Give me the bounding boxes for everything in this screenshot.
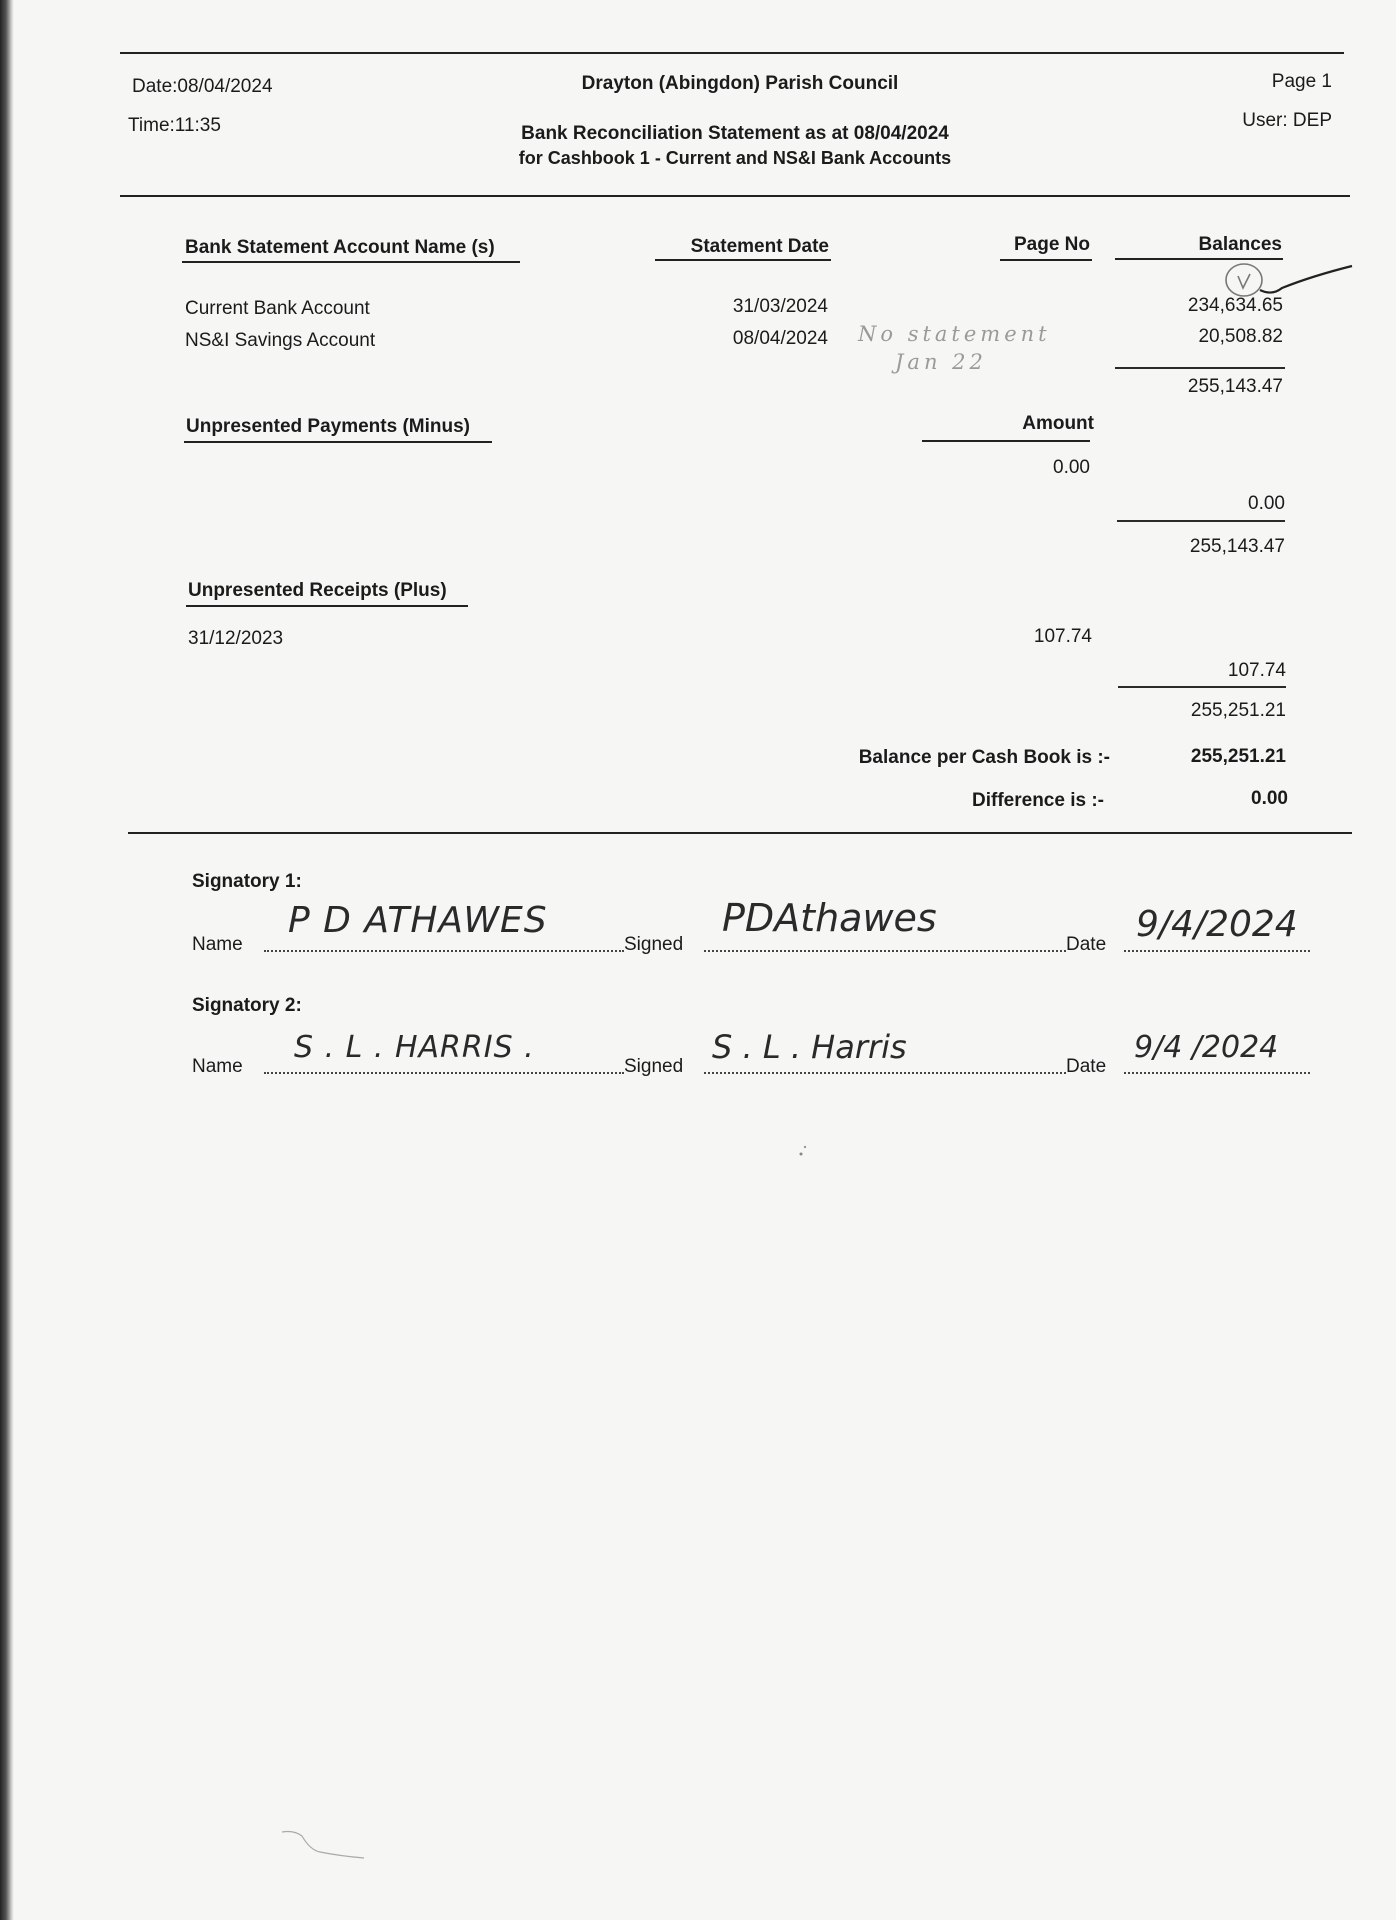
unpresented-receipts-underline — [186, 605, 468, 607]
account-row-1-name: Current Bank Account — [185, 298, 370, 319]
signatory-2-date-label: Date — [1066, 1056, 1107, 1077]
signatory-1-date-line — [1124, 950, 1310, 952]
amount-underline — [922, 440, 1090, 442]
balance-after-receipts: 255,251.21 — [1190, 700, 1286, 721]
col-account-underline — [182, 261, 520, 263]
signatory-2-signed-label: Signed — [624, 1056, 684, 1077]
col-page-heading: Page No — [1013, 234, 1090, 255]
tick-mark-icon — [1212, 258, 1362, 308]
receipts-total-rule — [1118, 686, 1286, 688]
signatory-1-name: P D ATHAWES — [288, 900, 548, 941]
receipt-date: 31/12/2023 — [188, 628, 284, 649]
header-rule — [120, 195, 1350, 197]
top-rule — [120, 52, 1344, 54]
col-account-heading: Bank Statement Account Name (s) — [185, 237, 495, 258]
scan-edge — [0, 0, 14, 1920]
receipt-amount: 107.74 — [1033, 626, 1092, 647]
unpresented-receipts-heading: Unpresented Receipts (Plus) — [188, 580, 447, 601]
signatory-1-name-line — [264, 950, 624, 952]
summary-rule — [128, 832, 1352, 834]
report-time: Time:11:35 — [128, 115, 221, 136]
signatory-1-signed-line — [704, 950, 1066, 952]
account-row-2-balance: 20,508.82 — [1198, 326, 1283, 347]
pencil-note-line-2: Jan 22 — [895, 350, 987, 374]
cashbook-balance-value: 255,251.21 — [1190, 746, 1286, 767]
signatory-2-name: S . L . HARRIS . — [294, 1030, 535, 1065]
signatory-2-name-label: Name — [192, 1056, 243, 1077]
organisation-name: Drayton (Abingdon) Parish Council — [581, 73, 899, 94]
pencil-note-line-1: No statement — [858, 322, 1051, 346]
accounts-subtotal: 255,143.47 — [1187, 376, 1283, 397]
col-date-heading: Statement Date — [690, 236, 829, 257]
report-date: Date:08/04/2024 — [132, 76, 273, 97]
balance-after-payments: 255,143.47 — [1189, 536, 1285, 557]
page-number: Page 1 — [1271, 71, 1332, 92]
signatory-2-heading: Signatory 2: — [192, 995, 302, 1016]
account-row-1-balance: 234,634.65 — [1187, 295, 1283, 316]
user-id: User: DEP — [1242, 110, 1332, 131]
cashbook-balance-label: Balance per Cash Book is :- — [858, 747, 1110, 768]
signatory-2-signed-line — [704, 1072, 1066, 1074]
signatory-2-signature: S . L . Harris — [712, 1028, 907, 1066]
account-row-1-date: 31/03/2024 — [732, 296, 828, 317]
payments-total-rule — [1117, 520, 1285, 522]
account-row-2-name: NS&I Savings Account — [185, 330, 376, 351]
col-date-underline — [655, 259, 831, 261]
signatory-1-date-label: Date — [1066, 934, 1107, 955]
signatory-1-signature: PDAthawes — [722, 896, 937, 940]
signatory-1-date: 9/4/2024 — [1136, 904, 1298, 945]
signatory-2-date: 9/4 /2024 — [1134, 1030, 1279, 1065]
signatory-1-name-label: Name — [192, 934, 243, 955]
report-title: Bank Reconciliation Statement as at 08/04/2024 — [521, 123, 949, 144]
scan-mark — [280, 1826, 370, 1862]
signatory-1-signed-label: Signed — [624, 934, 684, 955]
unpresented-payments-underline — [184, 441, 492, 443]
col-balance-heading: Balances — [1198, 234, 1282, 255]
account-row-2-date: 08/04/2024 — [732, 328, 828, 349]
unpresented-payments-total: 0.00 — [1248, 493, 1285, 514]
report-subtitle: for Cashbook 1 - Current and NS&I Bank Accounts — [518, 148, 952, 168]
unpresented-receipts-total: 107.74 — [1227, 660, 1286, 681]
signatory-2-name-line — [264, 1072, 624, 1074]
scan-speck — [796, 1140, 816, 1160]
signatory-2-date-line — [1124, 1072, 1310, 1074]
col-page-underline — [1000, 259, 1092, 261]
subtotal-rule — [1115, 367, 1285, 369]
difference-label: Difference is :- — [972, 790, 1104, 811]
unpresented-payments-heading: Unpresented Payments (Minus) — [186, 416, 470, 437]
difference-value: 0.00 — [1251, 788, 1288, 809]
amount-heading: Amount — [1022, 413, 1094, 434]
unpresented-payments-amount: 0.00 — [1053, 457, 1090, 478]
signatory-1-heading: Signatory 1: — [192, 871, 302, 892]
